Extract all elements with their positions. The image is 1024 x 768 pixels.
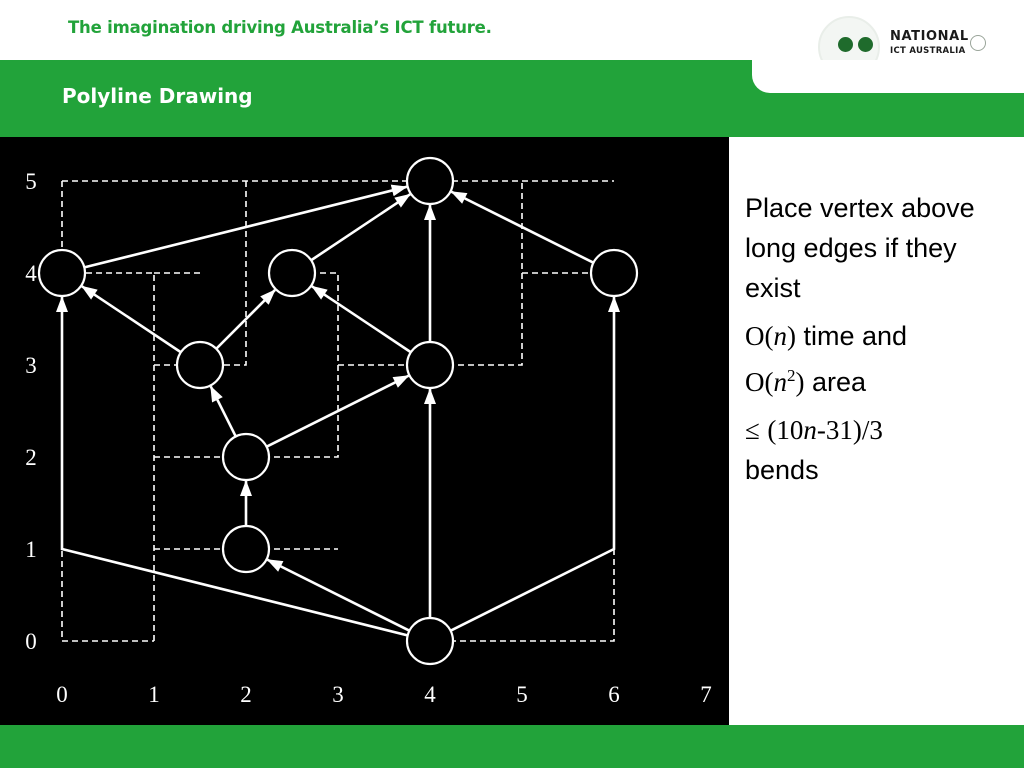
math-expr-open: (10 <box>767 415 804 445</box>
vertex-node <box>407 158 453 204</box>
bullet-place-vertex: Place vertex above long edges if they exist <box>745 193 975 303</box>
x-tick-label: 4 <box>424 682 436 707</box>
polyline-drawing-figure <box>0 137 729 725</box>
tagline: The imagination driving Australia’s ICT future. <box>68 18 492 37</box>
x-tick-label: 3 <box>332 682 344 707</box>
x-tick-label: 1 <box>148 682 160 707</box>
dashed-guide-line <box>62 273 154 641</box>
vertex-node <box>39 250 85 296</box>
math-le: ≤ <box>745 415 760 445</box>
bullet-list <box>745 188 1015 498</box>
footer-band <box>0 725 1024 768</box>
logo-wordmark-line2: ICT AUSTRALIA <box>890 46 966 56</box>
vertex-node <box>177 342 223 388</box>
logo-dot-icon <box>970 35 986 51</box>
math-o: O( <box>745 367 774 397</box>
math-n: n <box>773 367 787 397</box>
x-tick-label: 0 <box>56 682 68 707</box>
slide-title: Polyline Drawing <box>62 84 253 108</box>
math-expr-close: -31)/3 <box>816 415 883 445</box>
edge-arrow <box>82 286 181 352</box>
bullet-complexity <box>745 316 1015 402</box>
edge-arrow <box>312 286 411 352</box>
vertex-node <box>407 618 453 664</box>
math-o: O( <box>745 321 774 351</box>
vertex-node <box>407 342 453 388</box>
y-tick-label: 2 <box>25 445 37 470</box>
dashed-guide-line <box>62 181 154 641</box>
edge-layer <box>62 187 614 641</box>
x-tick-label: 7 <box>700 682 712 707</box>
math-sup: 2 <box>787 366 796 385</box>
polyline-drawing-svg <box>0 137 729 725</box>
edge-arrow <box>216 290 275 349</box>
math-n: n <box>803 415 817 445</box>
x-tick-label: 6 <box>608 682 620 707</box>
bends-text: bends <box>745 455 819 485</box>
logo-dot-icon <box>838 37 853 52</box>
vertex-node <box>223 434 269 480</box>
edge-arrow <box>311 194 410 260</box>
title-band-cutout <box>752 60 1024 93</box>
math-close: ) <box>795 367 805 397</box>
x-tick-label: 5 <box>516 682 528 707</box>
logo-wordmark-line1: NATIONAL <box>890 29 969 44</box>
vertex-node <box>269 250 315 296</box>
bullet-bends <box>745 410 1015 490</box>
x-tick-label: 2 <box>240 682 252 707</box>
y-tick-label: 1 <box>25 537 37 562</box>
y-tick-label: 0 <box>25 629 37 654</box>
vertex-node <box>223 526 269 572</box>
vertex-node <box>591 250 637 296</box>
y-tick-label: 5 <box>25 169 37 194</box>
y-tick-label: 4 <box>25 261 37 286</box>
edge-arrow <box>267 560 409 631</box>
y-tick-label: 3 <box>25 353 37 378</box>
math-n: n <box>773 321 787 351</box>
edge-arrow <box>451 192 593 263</box>
edge-arrow <box>211 386 236 436</box>
logo-dot-icon <box>858 37 873 52</box>
complexity-area-text: area <box>812 367 867 397</box>
math-close: ) <box>787 321 796 351</box>
complexity-time-text: time and <box>803 321 908 351</box>
